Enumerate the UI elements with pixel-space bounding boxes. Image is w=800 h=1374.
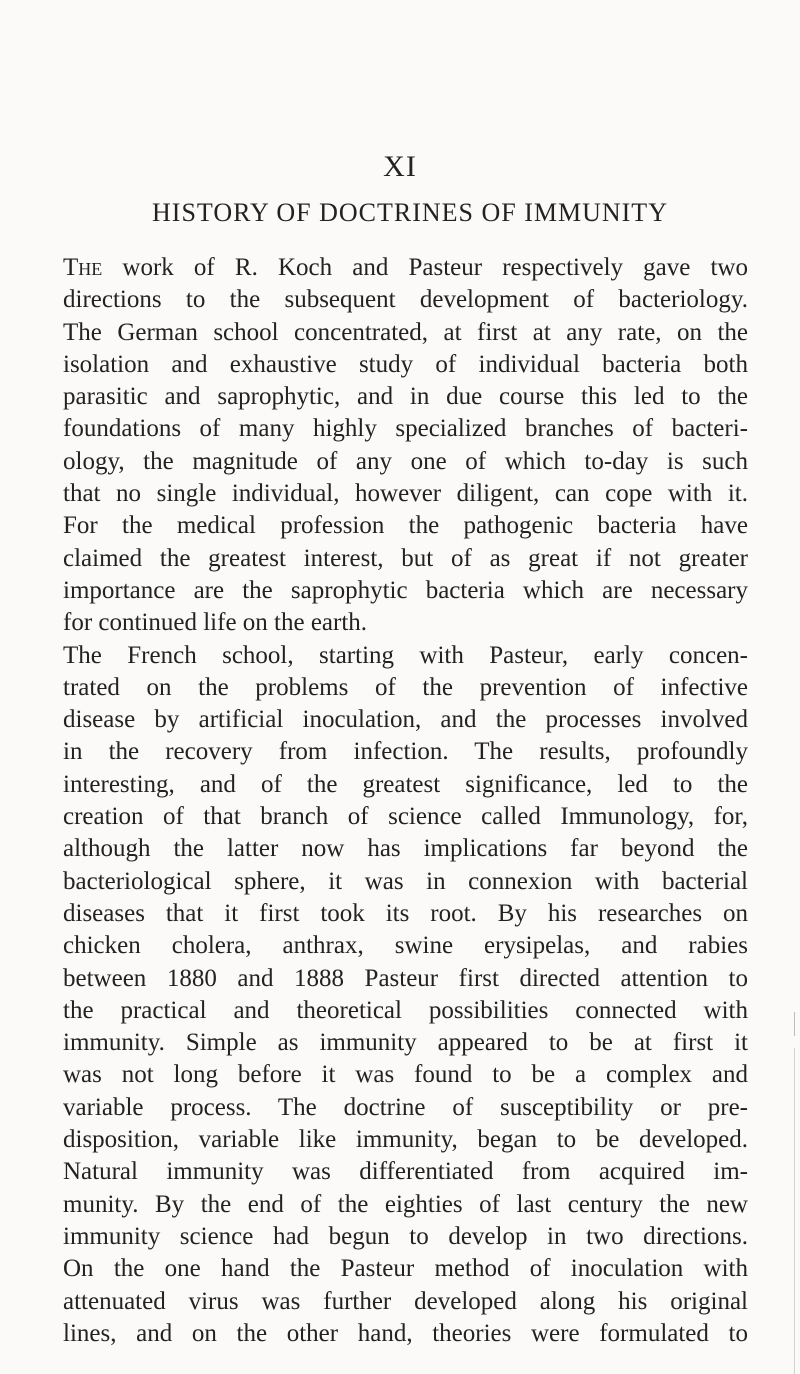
chapter-title: HISTORY OF DOCTRINES OF IMMUNITY (152, 198, 668, 227)
text-line: that no single individual, however diligent, can cope with it. (63, 480, 748, 508)
text-line: the practical and theoretical possibilities connected with (63, 996, 748, 1024)
text-line: foundations of many highly specialized branches of bacteri- (63, 415, 748, 443)
chapter-number: XI (383, 150, 417, 183)
text-line: For the medical profession the pathogenic bacteria have (63, 512, 748, 540)
text-line: for continued life on the earth. (63, 609, 368, 637)
text-line (63, 252, 748, 284)
text-line: munity. By the end of the eighties of last century the new (63, 1190, 748, 1218)
text-line: Natural immunity was differentiated from acquired im- (63, 1158, 748, 1186)
text-line: between 1880 and 1888 Pasteur first directed attention to (63, 964, 748, 992)
text-line: On the one hand the Pasteur method of inoculation with (63, 1255, 748, 1283)
body-text (63, 252, 748, 1350)
page-edge-shadow (794, 1048, 795, 1374)
text-line: chicken cholera, anthrax, swine erysipelas, and rabies (63, 932, 748, 960)
text-line: bacteriological sphere, it was in connexion with bacterial (63, 867, 748, 895)
text-line: disposition, variable like immunity, began to be developed. (63, 1126, 748, 1154)
text-line: claimed the greatest interest, but of as great if not greater (63, 544, 748, 572)
text-line: directions to the subsequent development of bacteriology. (63, 286, 748, 314)
text-line: attenuated virus was further developed along his original (63, 1287, 748, 1315)
page-edge-mark (794, 1012, 795, 1036)
first-line-rest: work of R. Koch and Pasteur respectively gave two (102, 254, 748, 281)
text-line: lines, and on the other hand, theories were formulated to (63, 1319, 748, 1347)
text-line: diseases that it first took its root. By his researches on (63, 899, 748, 927)
lead-word: The (63, 254, 103, 281)
text-line: The German school concentrated, at first at any rate, on the (63, 318, 748, 346)
text-line: interesting, and of the greatest significance, led to the (63, 770, 748, 798)
text-line: in the recovery from infection. The results, profoundly (63, 738, 748, 766)
text-line: The French school, starting with Pasteur, early concen- (63, 641, 748, 669)
text-line: immunity. Simple as immunity appeared to be at first it (63, 1029, 748, 1057)
text-line: trated on the problems of the prevention of infective (63, 673, 748, 701)
text-line: although the latter now has implications far beyond the (63, 835, 748, 863)
text-line: disease by artificial inoculation, and the processes involved (63, 706, 748, 734)
text-line: parasitic and saprophytic, and in due course this led to the (63, 383, 748, 411)
text-line: importance are the saprophytic bacteria which are necessary (63, 576, 748, 604)
text-line: isolation and exhaustive study of individual bacteria both (63, 350, 748, 378)
text-line: variable process. The doctrine of susceptibility or pre- (63, 1093, 748, 1121)
text-line: creation of that branch of science called Immunology, for, (63, 803, 748, 831)
text-line: was not long before it was found to be a complex and (63, 1061, 748, 1089)
text-line: ology, the magnitude of any one of which to-day is such (63, 447, 748, 475)
text-line: immunity science had begun to develop in two directions. (63, 1222, 748, 1250)
